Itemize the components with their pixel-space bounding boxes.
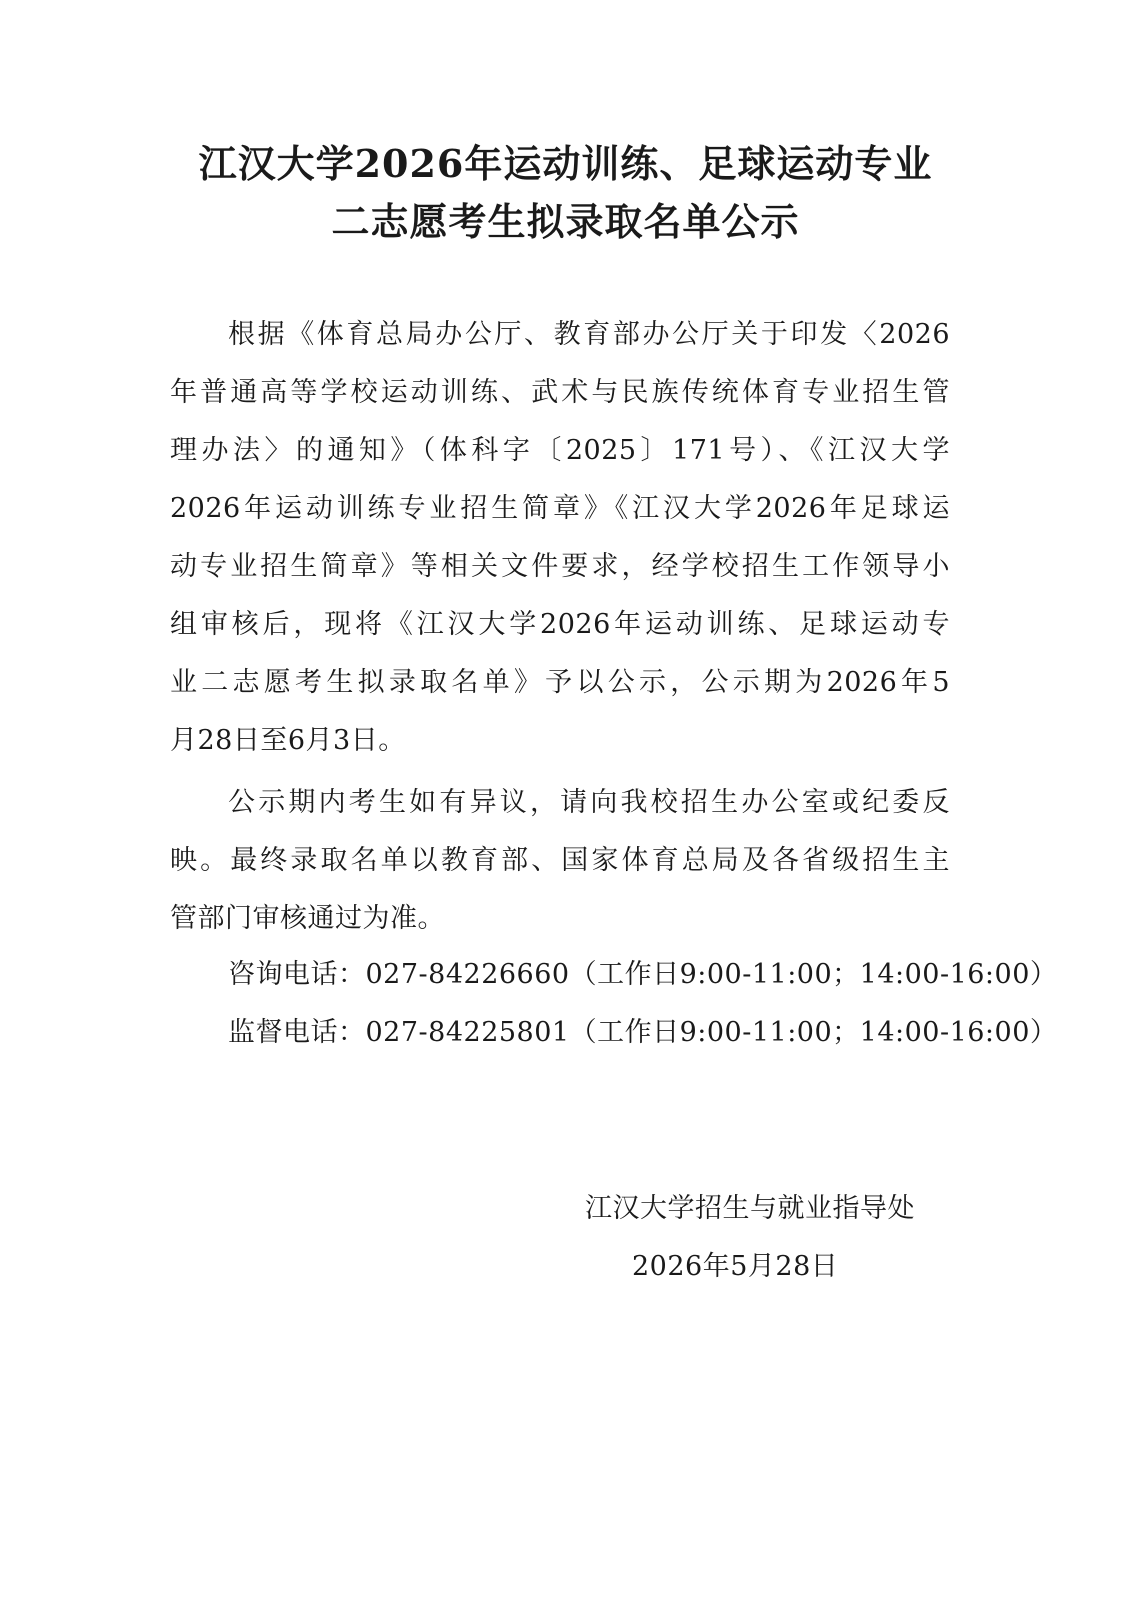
paragraph-line: 映。最终录取名单以教育部、国家体育总局及各省级招生主 <box>170 845 950 876</box>
paragraph-line: 2026年运动训练专业招生简章》《江汉大学2026年足球运 <box>170 493 950 524</box>
paragraph-line: 动专业招生简章》等相关文件要求，经学校招生工作领导小 <box>170 551 950 582</box>
paragraph-line: 根据《体育总局办公厅、教育部办公厅关于印发〈2026 <box>228 319 950 350</box>
issuing-office: 江汉大学招生与就业指导处 <box>585 1193 915 1224</box>
supervise-phone: 监督电话：027-84225801（工作日9:00-11:00；14:00-16:00） <box>228 1017 1058 1048</box>
issue-date: 2026年5月28日 <box>632 1251 839 1282</box>
paragraph-line: 理办法〉的通知》（体科字〔2025〕171号）、《江汉大学 <box>170 435 950 466</box>
title-line-1: 江汉大学2026年运动训练、足球运动专业 <box>198 141 933 186</box>
paragraph-line: 业二志愿考生拟录取名单》予以公示，公示期为2026年5 <box>170 667 950 698</box>
paragraph-line: 组审核后，现将《江汉大学2026年运动训练、足球运动专 <box>170 609 950 640</box>
title-line-2: 二志愿考生拟录取名单公示 <box>331 199 800 244</box>
paragraph-line: 年普通高等学校运动训练、武术与民族传统体育专业招生管 <box>170 377 950 408</box>
consult-phone: 咨询电话：027-84226660（工作日9:00-11:00；14:00-16:00） <box>228 959 1058 990</box>
paragraph-line: 管部门审核通过为准。 <box>170 903 445 934</box>
paragraph-line: 月28日至6月3日。 <box>170 725 406 756</box>
paragraph-line: 公示期内考生如有异议，请向我校招生办公室或纪委反 <box>228 787 950 818</box>
